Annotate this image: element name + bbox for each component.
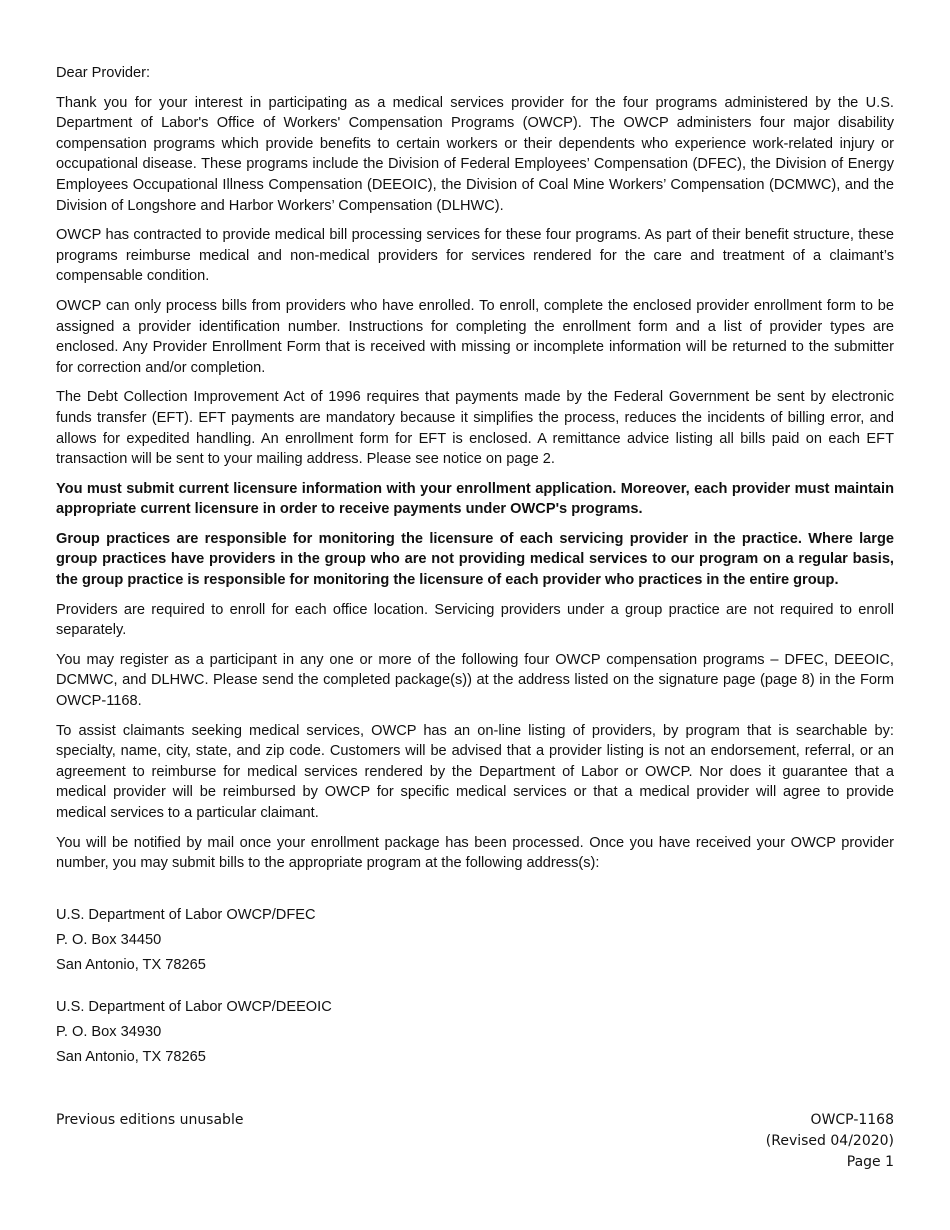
paragraph-licensure: You must submit current licensure information with your enrollment application. Moreover, each provider must maintain appropriate current licensure in order to receive payments under OWCP's programs. — [56, 480, 894, 518]
paragraph-intro: Thank you for your interest in participating as a medical services provider for the four programs administered by the U.S. Department of Labor's Office of Workers' Compensation Programs (OWCP). The OWCP administers four major disability compensation programs which provide benefits to certain workers or their dependents who experience work-related injury or occupational disease. These programs include the Division of Federal Employees’ Compensation (DFEC), the Division of Energy Employees Occupational Illness Compensation (DEEOIC), the Division of Coal Mine Workers’ Compensation (DCMWC), and the Division of Longshore and Harbor Workers’ Compensation (DLHWC). — [56, 94, 894, 214]
page-number: Page 1 — [846, 1154, 894, 1170]
paragraph-office-location: Providers are required to enroll for each office location. Servicing providers under a group practice are not required to enroll separately. — [56, 601, 894, 639]
salutation: Dear Provider: — [56, 65, 151, 81]
address-box: P. O. Box 34450 — [56, 931, 162, 948]
address-city: San Antonio, TX 78265 — [56, 956, 206, 973]
address-deeoic — [56, 995, 894, 1070]
paragraph-eft: The Debt Collection Improvement Act of 1996 requires that payments made by the Federal Government be sent by electronic funds transfer (EFT). EFT payments are mandatory because it simplifies the process, reduces the incidents of billing error, and allows for expedited handling. An enrollment form for EFT is enclosed. A remittance advice listing all bills paid on each EFT transaction will be sent to your mailing address. Please see notice on page 2. — [56, 389, 894, 468]
paragraph-group-practice: Group practices are responsible for monitoring the licensure of each servicing provider in the practice. Where large group practices have providers in the group who are not providing medical services to our program on a regular basis, the group practice is responsible for monitoring the licensure of each provider who practices in the entire group. — [56, 530, 894, 589]
address-city: San Antonio, TX 78265 — [56, 1048, 206, 1065]
footer-editions-note: Previous editions unusable — [56, 1112, 244, 1128]
footer-form-info — [766, 1110, 894, 1173]
letter-body — [56, 63, 894, 1070]
form-number: OWCP-1168 — [810, 1112, 894, 1128]
address-name: U.S. Department of Labor OWCP/DEEOIC — [56, 998, 332, 1015]
address-dfec — [56, 903, 894, 978]
paragraph-notification: You will be notified by mail once your enrollment package has been processed. Once you have received your OWCP provider number, you may submit bills to the appropriate program at the following address(s): — [56, 834, 894, 872]
paragraph-contract: OWCP has contracted to provide medical bill processing services for these four programs. As part of their benefit structure, these programs reimburse medical and non-medical providers for services rendered for the care and treatment of a claimant’s compensable condition. — [56, 227, 894, 285]
paragraph-enrollment: OWCP can only process bills from providers who have enrolled. To enroll, complete the enclosed provider enrollment form to be assigned a provider identification number. Instructions for completing the enrollment form and a list of provider types are enclosed. Any Provider Enrollment Form that is received with missing or incomplete information will be returned to the submitter for correction and/or completion. — [56, 297, 894, 376]
address-name: U.S. Department of Labor OWCP/DFEC — [56, 906, 316, 923]
paragraph-online-listing: To assist claimants seeking medical services, OWCP has an on-line listing of providers, by program that is searchable by: specialty, name, city, state, and zip code. Customers will be advised that a provider listing is not an endorsement, referral, or an agreement to reimburse for medical services rendered by the Department of Labor or OWCP. Nor does it guarantee that a medical provider will be reimbursed by OWCP for specific medical services or that a medical provider will agree to provide medical services to a particular claimant. — [56, 722, 894, 821]
paragraph-register: You may register as a participant in any one or more of the following four OWCP compensation programs – DFEC, DEEOIC, DCMWC, and DLHWC. Please send the completed package(s)) at the address listed on the signature page (page 8) in the Form OWCP-1168. — [56, 651, 894, 710]
address-box: P. O. Box 34930 — [56, 1023, 162, 1040]
revision-date: (Revised 04/2020) — [765, 1133, 894, 1149]
